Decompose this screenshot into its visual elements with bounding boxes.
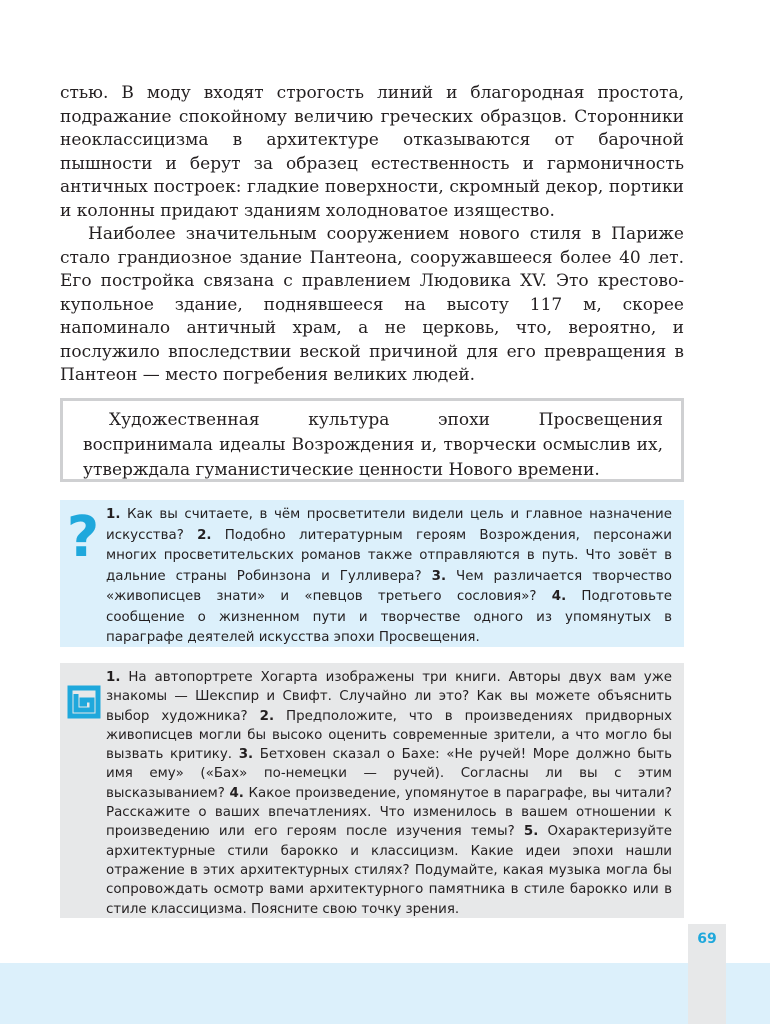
page-number: 69 xyxy=(697,931,717,947)
question-number: 1. xyxy=(106,507,121,522)
assignment-text: Охарактеризуйте архитектурные стили барокко и классицизм. Какие идеи эпохи нашли отражение в этих архитектурных стилях? Подумайте, какая музыка могла бы сопровождать осмотр вами архитектурного памятника в стиле барокко или в стиле классицизма. Поясните свою точку зрения. xyxy=(106,824,672,917)
question-text: Подобно литературным героям Возрождения, персонажи многих просветительских романов также отправляются в путь. Что зовёт в дальние страны Робинзона и Гулливера? xyxy=(106,527,672,584)
assignment-number: 1. xyxy=(106,670,121,685)
assignment-text: Какое произведение, упомянутое в параграфе, вы читали? Расскажите о ваших впечатлениях. Что изменилось в вашем отношении к произведению или его героям после изучения темы? xyxy=(106,785,672,840)
questions-text xyxy=(106,505,672,649)
question-text: Подготовьте сообщение о жизненном пути и творчестве одного из упомянутых в параграфе деятелей искусства эпохи Просвещения. xyxy=(106,589,672,645)
conclusion-box xyxy=(60,398,684,482)
questions-box xyxy=(60,500,684,647)
assignments-text xyxy=(106,668,672,919)
question-number: 3. xyxy=(431,568,447,584)
assignment-number: 4. xyxy=(229,785,244,801)
meander-icon xyxy=(67,685,101,719)
assignment-text: Предположите, что в произведениях придворных живописцев могли бы высоко оценить современные зрители, а что могло бы вызвать критику. xyxy=(106,708,672,763)
question-mark-icon: ? xyxy=(66,505,100,570)
assignment-number: 5. xyxy=(523,824,539,840)
assignment-number: 3. xyxy=(238,747,254,763)
question-text: Чем различается творчество «живописцев знати» и «певцов третьего сословия»? xyxy=(106,568,672,604)
assignment-number: 2. xyxy=(259,708,275,724)
assignments-box xyxy=(60,663,684,918)
paragraph: стью. В моду входят строгость линий и благородная простота, подражание спокойному величию греческих образцов. Сторонники неоклассицизма в архитектуре отказываются от барочной пышности и берут за образец естественность и гармоничность античных построек: гладкие поверхности, скромный декор, портики и колонны придают зданиям холодноватое изящество. xyxy=(60,83,684,221)
paragraph: Наиболее значительным сооружением нового стиля в Париже стало грандиозное здание Пантеона, сооружавшееся более 40 лет. Его постройка связана с правлением Людовика XV. Это крестово-купольное здание, поднявшееся на высоту 117 м, скорее напоминало античный храм, а не церковь, что, вероятно, и послужило впоследствии веской причиной для его превращения в Пантеон — место погребения великих людей. xyxy=(60,224,684,385)
conclusion-text: Художественная культура эпохи Просвещения воспринимала идеалы Возрождения и, творчески осмыслив их, утверждала гуманистические ценности Нового времени. xyxy=(83,410,663,480)
footer-band xyxy=(0,963,770,1024)
assignment-text: Бетховен сказал о Бахе: «Не ручей! Море должно быть имя ему» («Бах» по-немецки — ручей). Согласны ли вы с этим высказыванием? xyxy=(106,747,672,801)
main-text xyxy=(60,82,684,388)
question-number: 4. xyxy=(551,589,567,604)
question-text: Как вы считаете, в чём просветители видели цель и главное назначение искусства? xyxy=(106,507,672,543)
question-number: 2. xyxy=(197,527,212,543)
assignment-text: На автопортрете Хогарта изображены три книги. Авторы двух вам уже знакомы — Шекспир и Свифт. Случайно ли это? Как вы можете объяснить выбор художника? xyxy=(106,670,672,724)
